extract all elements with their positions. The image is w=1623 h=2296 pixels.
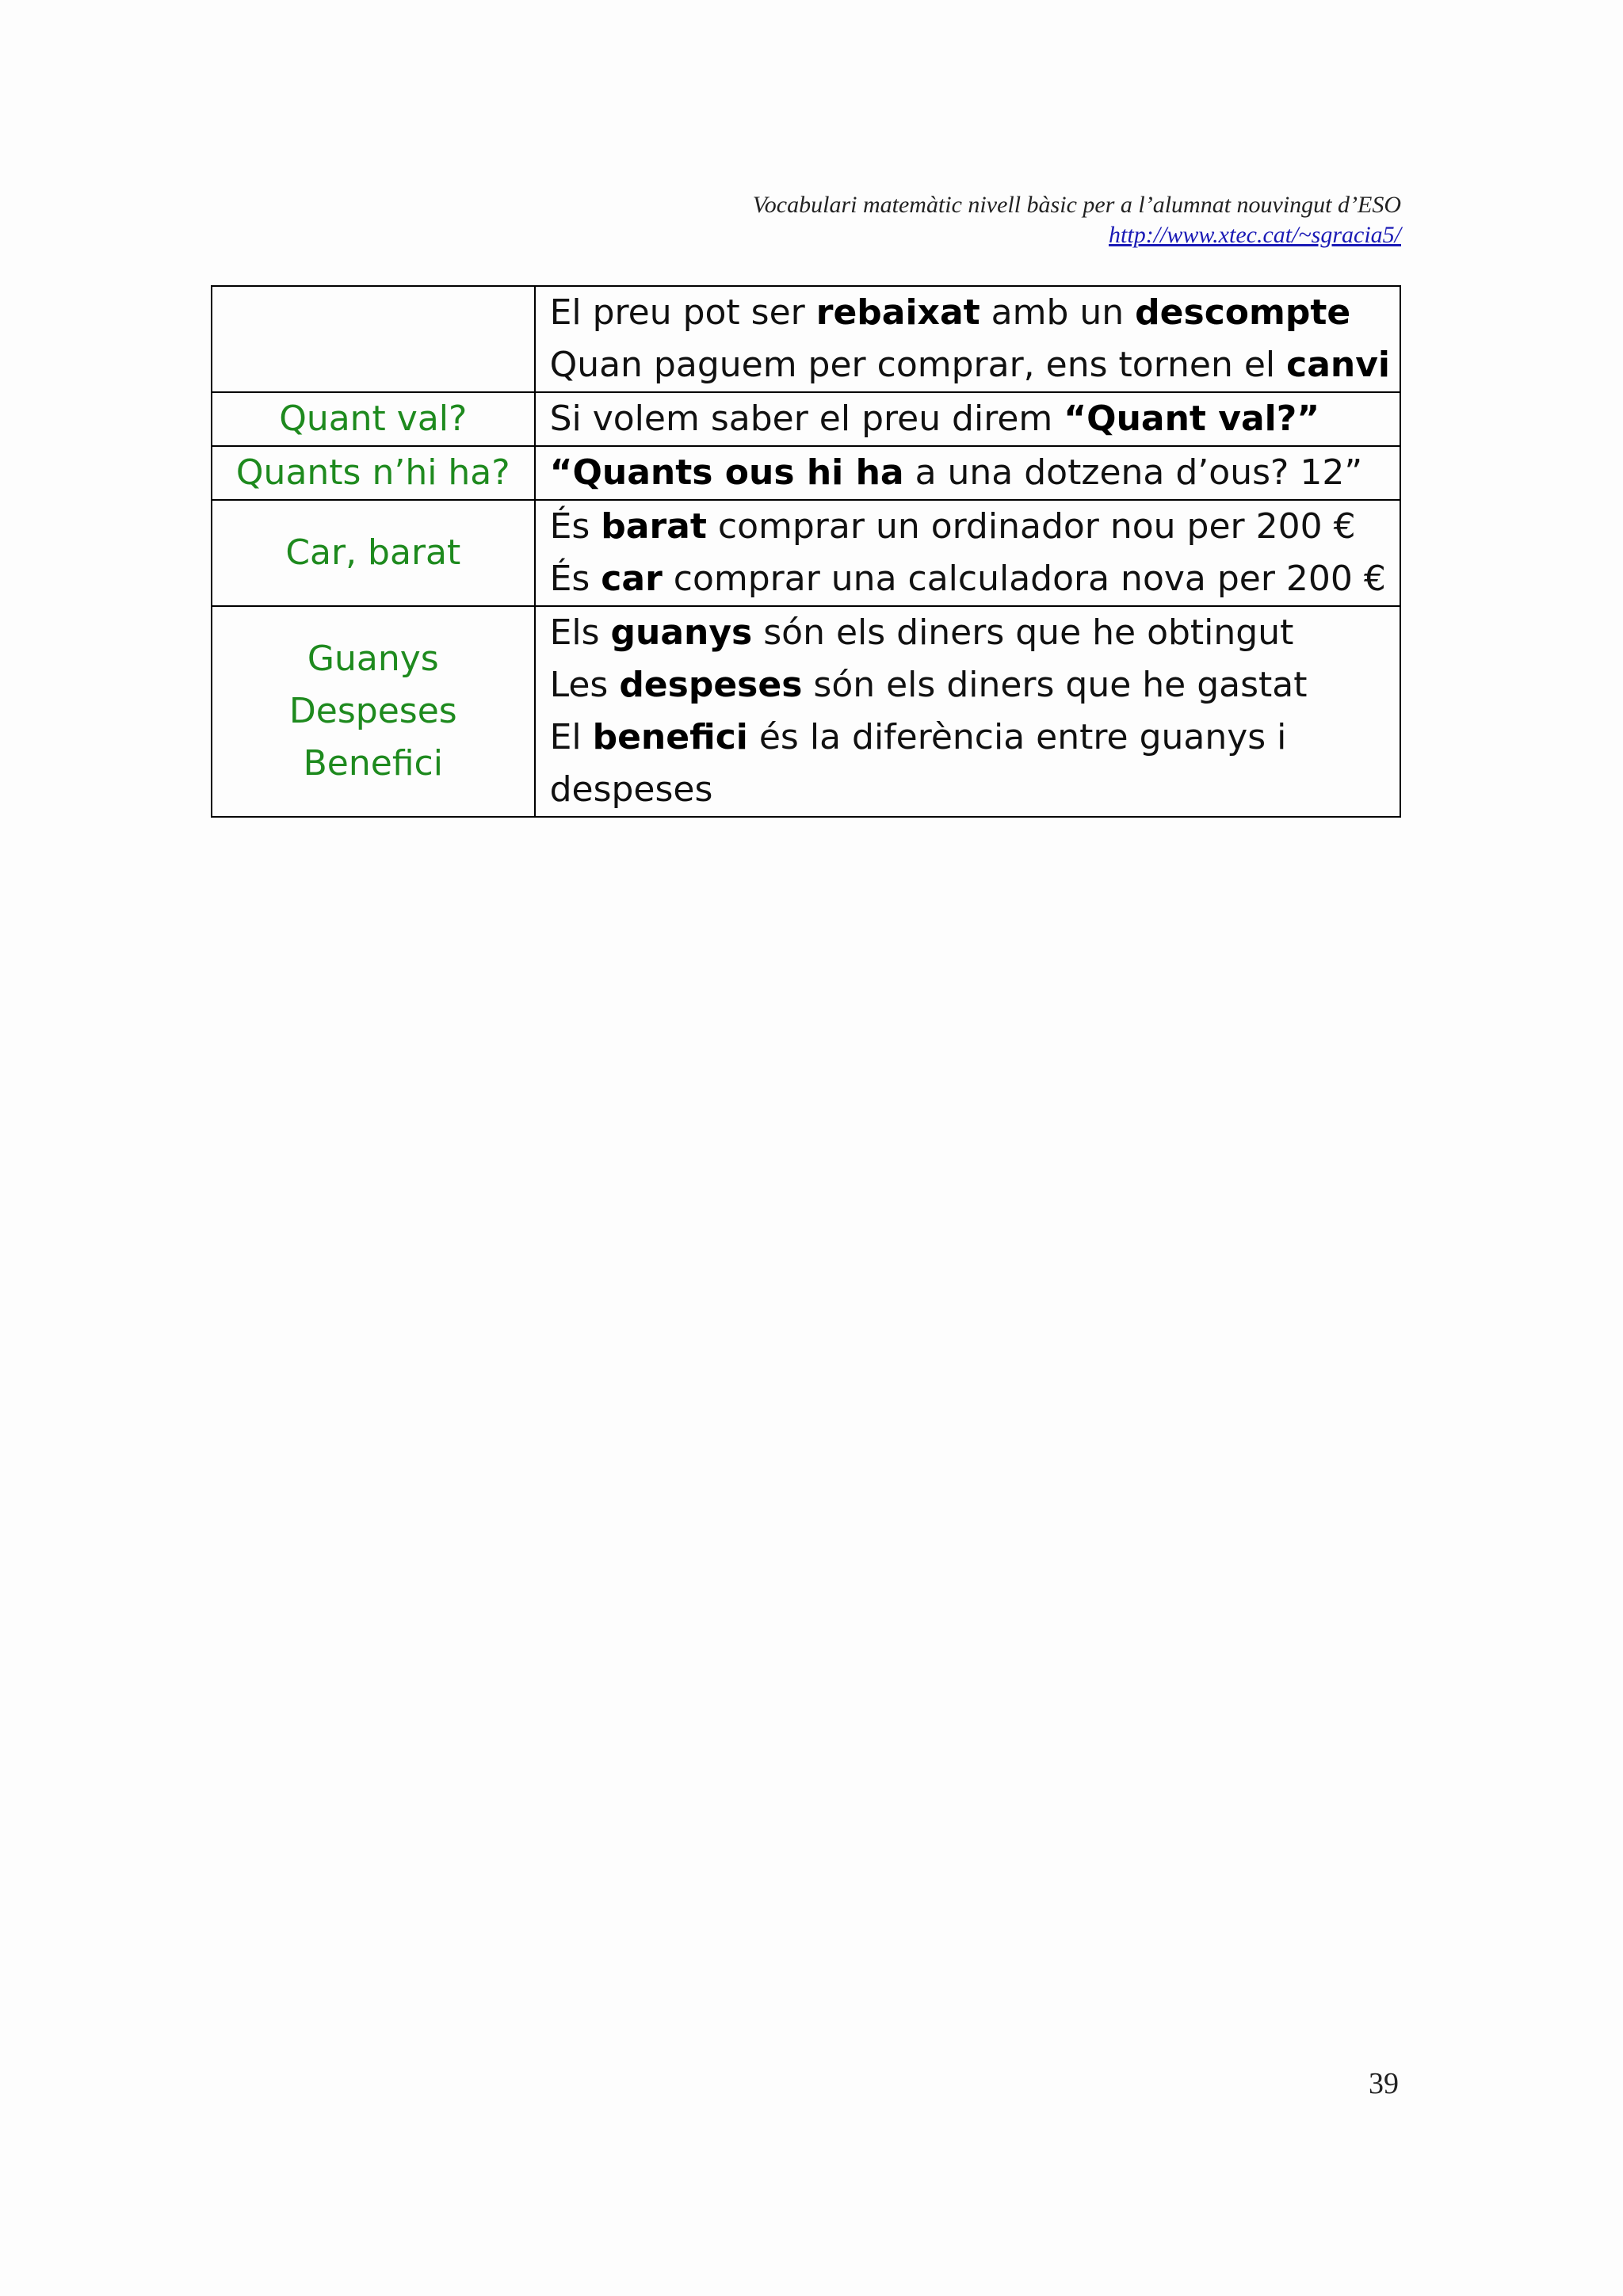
page-number: 39 xyxy=(1369,2067,1399,2100)
definition-line xyxy=(550,607,1390,659)
definition-cell xyxy=(535,500,1400,606)
highlighted-term: “Quants ous hi ha xyxy=(549,452,904,493)
definition-cell xyxy=(535,446,1400,500)
definition-text: Les xyxy=(549,665,620,705)
definition-line xyxy=(550,287,1390,339)
vocabulary-table-body xyxy=(212,286,1400,817)
table-row xyxy=(212,446,1400,500)
term-label: Despeses xyxy=(288,691,457,731)
definition-line xyxy=(550,339,1390,391)
definition-text: són els diners que he obtingut xyxy=(752,612,1294,653)
table-row xyxy=(212,606,1400,817)
highlighted-term: “Quant val?” xyxy=(1064,399,1320,439)
term-cell xyxy=(212,392,535,446)
definition-text: Quan paguem per comprar, ens tornen el xyxy=(549,345,1287,385)
term-cell xyxy=(212,500,535,606)
definition-text: a una dotzena d’ous? 12” xyxy=(903,452,1363,493)
highlighted-term: guanys xyxy=(610,612,753,653)
highlighted-term: barat xyxy=(601,506,707,547)
definition-cell xyxy=(535,286,1400,392)
definition-cell xyxy=(535,392,1400,446)
highlighted-term: benefici xyxy=(592,717,748,757)
definition-cell xyxy=(535,606,1400,817)
term-label: Car, barat xyxy=(285,532,461,573)
highlighted-term: car xyxy=(601,559,663,599)
definition-line xyxy=(550,447,1390,499)
definition-line xyxy=(550,553,1390,605)
definition-line xyxy=(550,711,1390,816)
highlighted-term: rebaixat xyxy=(815,292,980,333)
definition-line xyxy=(550,501,1390,553)
definition-text: El xyxy=(549,717,593,757)
definition-text: És xyxy=(549,506,601,547)
table-row xyxy=(212,286,1400,392)
definition-text: Si volem saber el preu direm xyxy=(549,399,1064,439)
term-cell xyxy=(212,446,535,500)
term-label: Guanys xyxy=(307,639,439,679)
vocabulary-table xyxy=(211,285,1401,818)
highlighted-term: despeses xyxy=(619,665,803,705)
highlighted-term: descompte xyxy=(1135,292,1351,333)
term-label: Benefici xyxy=(303,743,443,784)
term-cell xyxy=(212,286,535,392)
definition-line xyxy=(550,393,1390,445)
definition-text: Els xyxy=(549,612,611,653)
page-header xyxy=(753,190,1401,250)
definition-text: comprar una calculadora nova per 200 € xyxy=(662,559,1386,599)
term-label: Quant val? xyxy=(279,399,468,439)
document-title: Vocabulari matemàtic nivell bàsic per a l’alumnat nouvingut d’ESO xyxy=(752,192,1401,218)
definition-text: comprar un ordinador nou per 200 € xyxy=(706,506,1356,547)
definition-text: El preu pot ser xyxy=(549,292,816,333)
term-label: Quants n’hi ha? xyxy=(235,452,510,493)
definition-text: són els diners que he gastat xyxy=(802,665,1308,705)
term-cell xyxy=(212,606,535,817)
table-row xyxy=(212,500,1400,606)
definition-line xyxy=(550,659,1390,711)
table-row xyxy=(212,392,1400,446)
definition-text: És xyxy=(549,559,601,599)
definition-text: amb un xyxy=(980,292,1136,333)
header-url-link[interactable]: http://www.xtec.cat/~sgracia5/ xyxy=(1109,222,1401,248)
definition-text: és la diferència entre guanys i despeses xyxy=(549,717,1287,810)
highlighted-term: canvi xyxy=(1286,345,1390,385)
